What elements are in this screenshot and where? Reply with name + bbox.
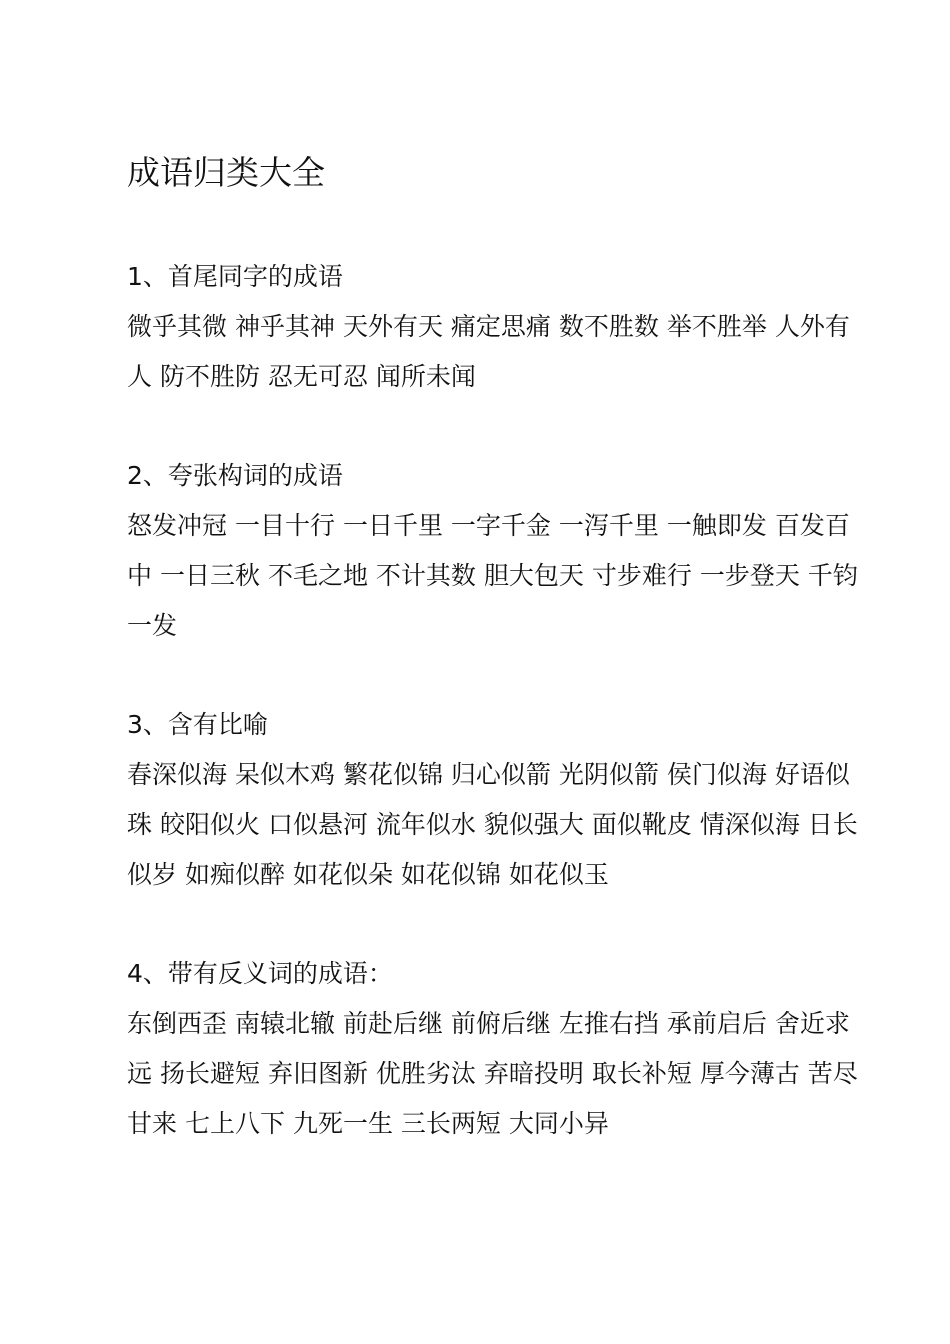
idiom-item: 如花似玉 (508, 860, 609, 889)
idiom-item: 归心似箭 (450, 760, 551, 789)
idiom-list (127, 999, 867, 1149)
idiom-item: 胆大包天 (483, 561, 584, 590)
idiom-item: 南辕北辙 (234, 1009, 335, 1038)
idiom-item: 光阴似箭 (558, 760, 659, 789)
idiom-item: 前赴后继 (342, 1009, 443, 1038)
idiom-item: 弃暗投明 (483, 1059, 584, 1088)
idiom-item: 举不胜举 (666, 312, 767, 341)
idiom-item: 一日千里 (342, 511, 443, 540)
idiom-item: 一步登天 (699, 561, 800, 590)
idiom-item: 春深似海 (127, 760, 228, 789)
idiom-item: 寸步难行 (591, 561, 692, 590)
section-1 (127, 252, 867, 402)
idiom-item: 怒发冲冠 (127, 511, 228, 540)
section-3 (127, 700, 867, 900)
idiom-item: 微乎其微 (127, 312, 228, 341)
idiom-item: 天外有天 (342, 312, 443, 341)
idiom-item: 承前启后 (666, 1009, 767, 1038)
section-heading: 2、夸张构词的成语 (127, 461, 343, 490)
idiom-list (127, 501, 867, 651)
idiom-item: 忍无可忍 (267, 362, 368, 391)
idiom-list (127, 750, 867, 900)
idiom-item: 七上八下 (184, 1109, 285, 1138)
idiom-item: 百发百中 (127, 511, 850, 590)
idiom-item: 苦尽甘来 (127, 1059, 858, 1138)
idiom-item: 如花似锦 (400, 860, 501, 889)
idiom-item: 大同小异 (508, 1109, 609, 1138)
idiom-item: 优胜劣汰 (375, 1059, 476, 1088)
idiom-item: 不毛之地 (267, 561, 368, 590)
idiom-item: 厚今薄古 (699, 1059, 800, 1088)
idiom-item: 前俯后继 (450, 1009, 551, 1038)
idiom-item: 左推右挡 (558, 1009, 659, 1038)
idiom-item: 呆似木鸡 (234, 760, 335, 789)
idiom-item: 口似悬河 (267, 810, 368, 839)
idiom-item: 如痴似醉 (184, 860, 285, 889)
section-heading: 1、首尾同字的成语 (127, 262, 343, 291)
idiom-item: 一字千金 (450, 511, 551, 540)
idiom-item: 情深似海 (699, 810, 800, 839)
section-heading: 3、含有比喻 (127, 710, 268, 739)
idiom-item: 神乎其神 (234, 312, 335, 341)
idiom-item: 皎阳似火 (159, 810, 260, 839)
idiom-item: 人外有人 (127, 312, 850, 391)
idiom-item: 闻所未闻 (375, 362, 476, 391)
idiom-item: 一触即发 (666, 511, 767, 540)
idiom-item: 如花似朵 (292, 860, 393, 889)
idiom-item: 好语似珠 (127, 760, 850, 839)
section-2 (127, 451, 867, 651)
idiom-item: 侯门似海 (666, 760, 767, 789)
idiom-item: 九死一生 (292, 1109, 393, 1138)
idiom-item: 舍近求远 (127, 1009, 850, 1088)
idiom-item: 一泻千里 (558, 511, 659, 540)
idiom-item: 一目十行 (234, 511, 335, 540)
idiom-item: 弃旧图新 (267, 1059, 368, 1088)
idiom-item: 取长补短 (591, 1059, 692, 1088)
idiom-item: 防不胜防 (159, 362, 260, 391)
idiom-item: 繁花似锦 (342, 760, 443, 789)
idiom-item: 貌似强大 (483, 810, 584, 839)
idiom-list (127, 302, 867, 402)
idiom-item: 数不胜数 (558, 312, 659, 341)
section-4 (127, 949, 867, 1149)
idiom-item: 一日三秋 (159, 561, 260, 590)
idiom-item: 东倒西歪 (127, 1009, 228, 1038)
idiom-item: 面似靴皮 (591, 810, 692, 839)
idiom-item: 千钧一发 (127, 561, 858, 640)
document-title: 成语归类大全 (127, 153, 325, 192)
idiom-item: 不计其数 (375, 561, 476, 590)
idiom-item: 日长似岁 (127, 810, 858, 889)
idiom-item: 扬长避短 (159, 1059, 260, 1088)
idiom-item: 流年似水 (375, 810, 476, 839)
idiom-item: 痛定思痛 (450, 312, 551, 341)
section-heading: 4、带有反义词的成语： (127, 959, 393, 988)
idiom-item: 三长两短 (400, 1109, 501, 1138)
